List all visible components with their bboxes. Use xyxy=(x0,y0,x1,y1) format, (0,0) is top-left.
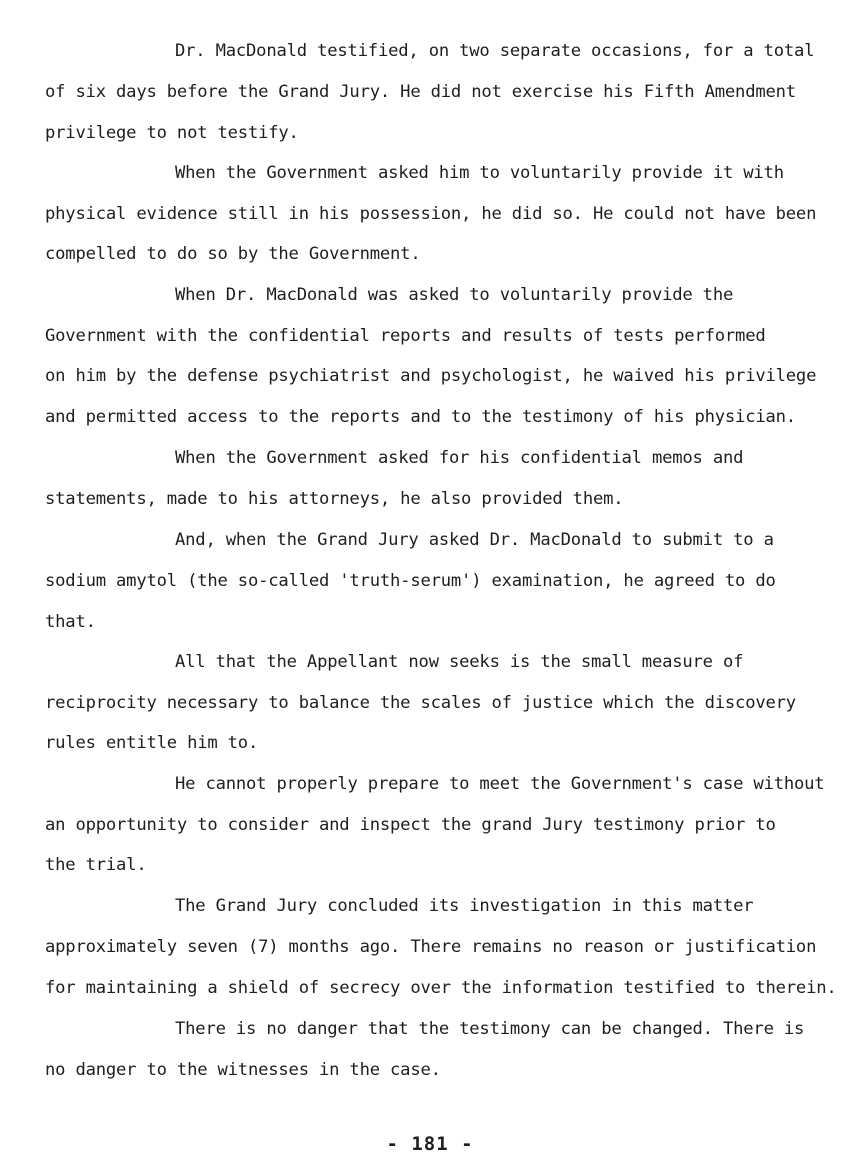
text-line: Government with the confidential reports and results of tests performed xyxy=(45,326,766,346)
text-line: approximately seven (7) months ago. There remains no reason or justification xyxy=(45,937,817,957)
text-line: the trial. xyxy=(45,855,147,875)
page-number: - 181 - xyxy=(386,1133,474,1155)
text-line: The Grand Jury concluded its investigation in this matter xyxy=(175,896,754,916)
text-line: Dr. MacDonald testified, on two separate occasions, for a total xyxy=(175,41,815,61)
text-line: When the Government asked him to voluntarily provide it with xyxy=(175,163,784,183)
text-line: When the Government asked for his confidential memos and xyxy=(175,448,744,468)
text-line: And, when the Grand Jury asked Dr. MacDonald to submit to a xyxy=(175,530,774,550)
text-line: for maintaining a shield of secrecy over the information testified to therein. xyxy=(45,978,837,998)
text-line: an opportunity to consider and inspect the grand Jury testimony prior to xyxy=(45,815,776,835)
text-line: that. xyxy=(45,612,96,632)
text-line: All that the Appellant now seeks is the small measure of xyxy=(175,652,744,672)
text-line: He cannot properly prepare to meet the Government's case without xyxy=(175,774,825,794)
text-line: of six days before the Grand Jury. He did not exercise his Fifth Amendment xyxy=(45,82,796,102)
text-line: no danger to the witnesses in the case. xyxy=(45,1060,441,1080)
text-line: rules entitle him to. xyxy=(45,733,259,753)
text-line: and permitted access to the reports and to the testimony of his physician. xyxy=(45,407,796,427)
text-line: sodium amytol (the so-called 'truth-serum') examination, he agreed to do xyxy=(45,571,776,591)
text-line: privilege to not testify. xyxy=(45,123,299,143)
text-line: There is no danger that the testimony can be changed. There is xyxy=(175,1019,805,1039)
text-line: When Dr. MacDonald was asked to voluntarily provide the xyxy=(175,285,734,305)
text-line: compelled to do so by the Government. xyxy=(45,244,421,264)
text-line: reciprocity necessary to balance the scales of justice which the discovery xyxy=(45,693,796,713)
text-line: physical evidence still in his possession, he did so. He could not have been xyxy=(45,204,817,224)
text-line: statements, made to his attorneys, he also provided them. xyxy=(45,489,624,509)
text-line: on him by the defense psychiatrist and psychologist, he waived his privilege xyxy=(45,366,817,386)
